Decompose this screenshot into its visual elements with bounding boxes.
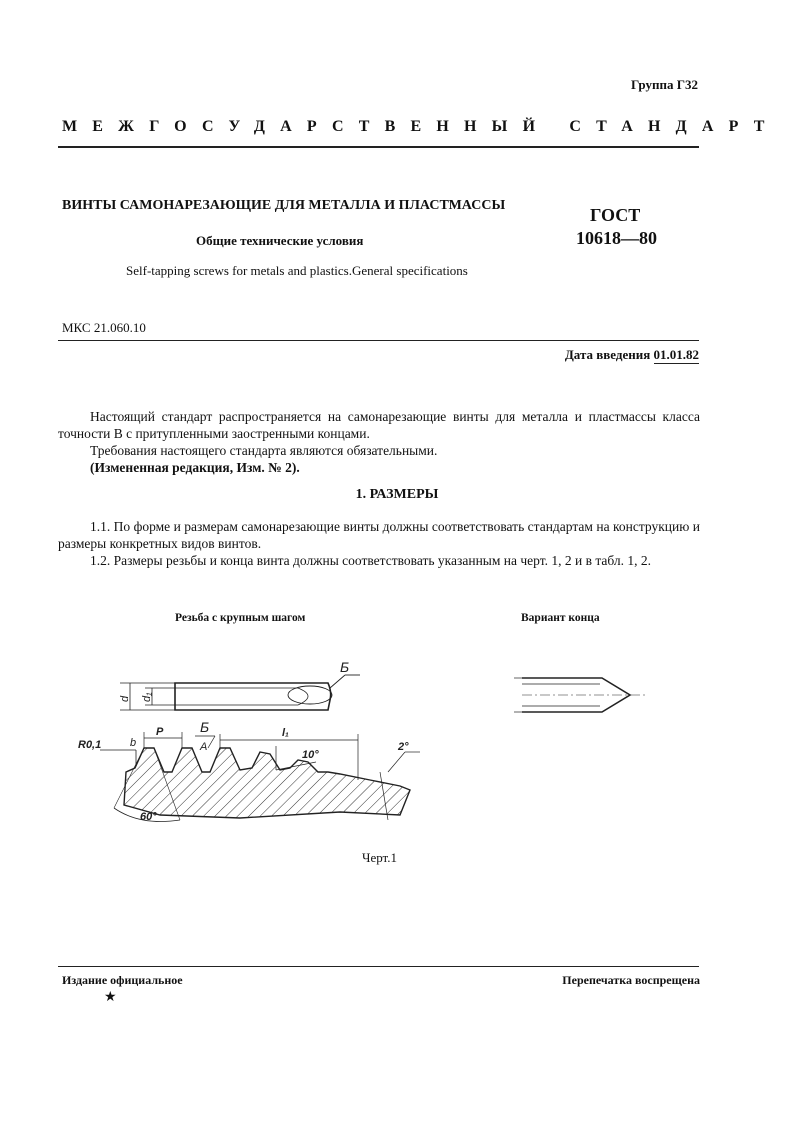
figure-number: Черт.1: [362, 850, 398, 865]
amendment-note: (Измененная редакция, Изм. № 2).: [90, 460, 300, 475]
screw-body-view: [120, 675, 360, 710]
gost-label: ГОСТ: [590, 205, 641, 225]
intro-date-value: 01.01.82: [653, 347, 699, 362]
label-angle-2: 2°: [398, 741, 409, 753]
group-code: Группа Г32: [630, 77, 698, 92]
header-rule: [58, 146, 699, 148]
figure-caption-tip: Вариант конца: [521, 612, 600, 624]
mks-code: МКС 21.060.10: [62, 320, 146, 335]
label-angle-10: 10°: [302, 749, 319, 761]
label-b-mid: Б: [200, 719, 210, 735]
label-p: P: [156, 726, 164, 738]
intro-date-label: Дата введения: [564, 347, 654, 362]
label-b-top: Б: [340, 659, 350, 675]
reprint-note: Перепечатка воспрещена: [562, 973, 700, 987]
document-title: ВИНТЫ САМОНАРЕЗАЮЩИЕ ДЛЯ МЕТАЛЛА И ПЛАСТМАССЫ: [62, 198, 506, 213]
label-r: R0,1: [78, 739, 102, 751]
tip-variant-view: [514, 678, 645, 712]
gost-number: 10618—80: [576, 228, 657, 248]
clause-1-1: 1.1. По форме и размерам самонарезающие винты должны соответствовать стандартам на конструкцию и размеры конкретных видов винтов.: [58, 519, 700, 551]
star-icon: ★: [104, 990, 117, 1005]
footer-rule: [58, 966, 699, 967]
label-angle-60: 60°: [140, 811, 157, 823]
section-heading: 1. РАЗМЕРЫ: [355, 487, 439, 502]
section1-text: [58, 518, 700, 569]
label-d1: d₁: [141, 692, 153, 702]
intro-paragraph-2: Требования настоящего стандарта являются обязательными.: [90, 443, 438, 458]
mks-rule: [58, 340, 699, 341]
intro-paragraph-1: Настоящий стандарт распространяется на самонарезающие винты для металла и пластмассы класса точности В с притупленными заостренными концами.: [58, 409, 700, 441]
figure-caption-thread: Резьба с крупным шагом: [175, 612, 306, 624]
label-l1: l₁: [282, 727, 289, 739]
label-b-small: b: [130, 737, 137, 749]
english-title: Self-tapping screws for metals and plastics.General specifications: [126, 263, 468, 278]
label-a: A: [200, 741, 208, 753]
clause-1-2: 1.2. Размеры резьбы и конца винта должны соответствовать указанным на черт. 1, 2 и в табл. 1, 2.: [90, 553, 652, 568]
standard-type-heading: МЕЖГОСУДАРСТВЕННЫЙ СТАНДАРТ: [62, 118, 780, 135]
thread-drawing: [40, 640, 680, 840]
label-d: d: [119, 695, 131, 702]
edition-note: Издание официальное: [62, 973, 183, 987]
document-subtitle: Общие технические условия: [196, 233, 364, 248]
intro-text: [58, 408, 700, 476]
thread-section: [100, 732, 420, 822]
intro-date: [565, 347, 699, 363]
